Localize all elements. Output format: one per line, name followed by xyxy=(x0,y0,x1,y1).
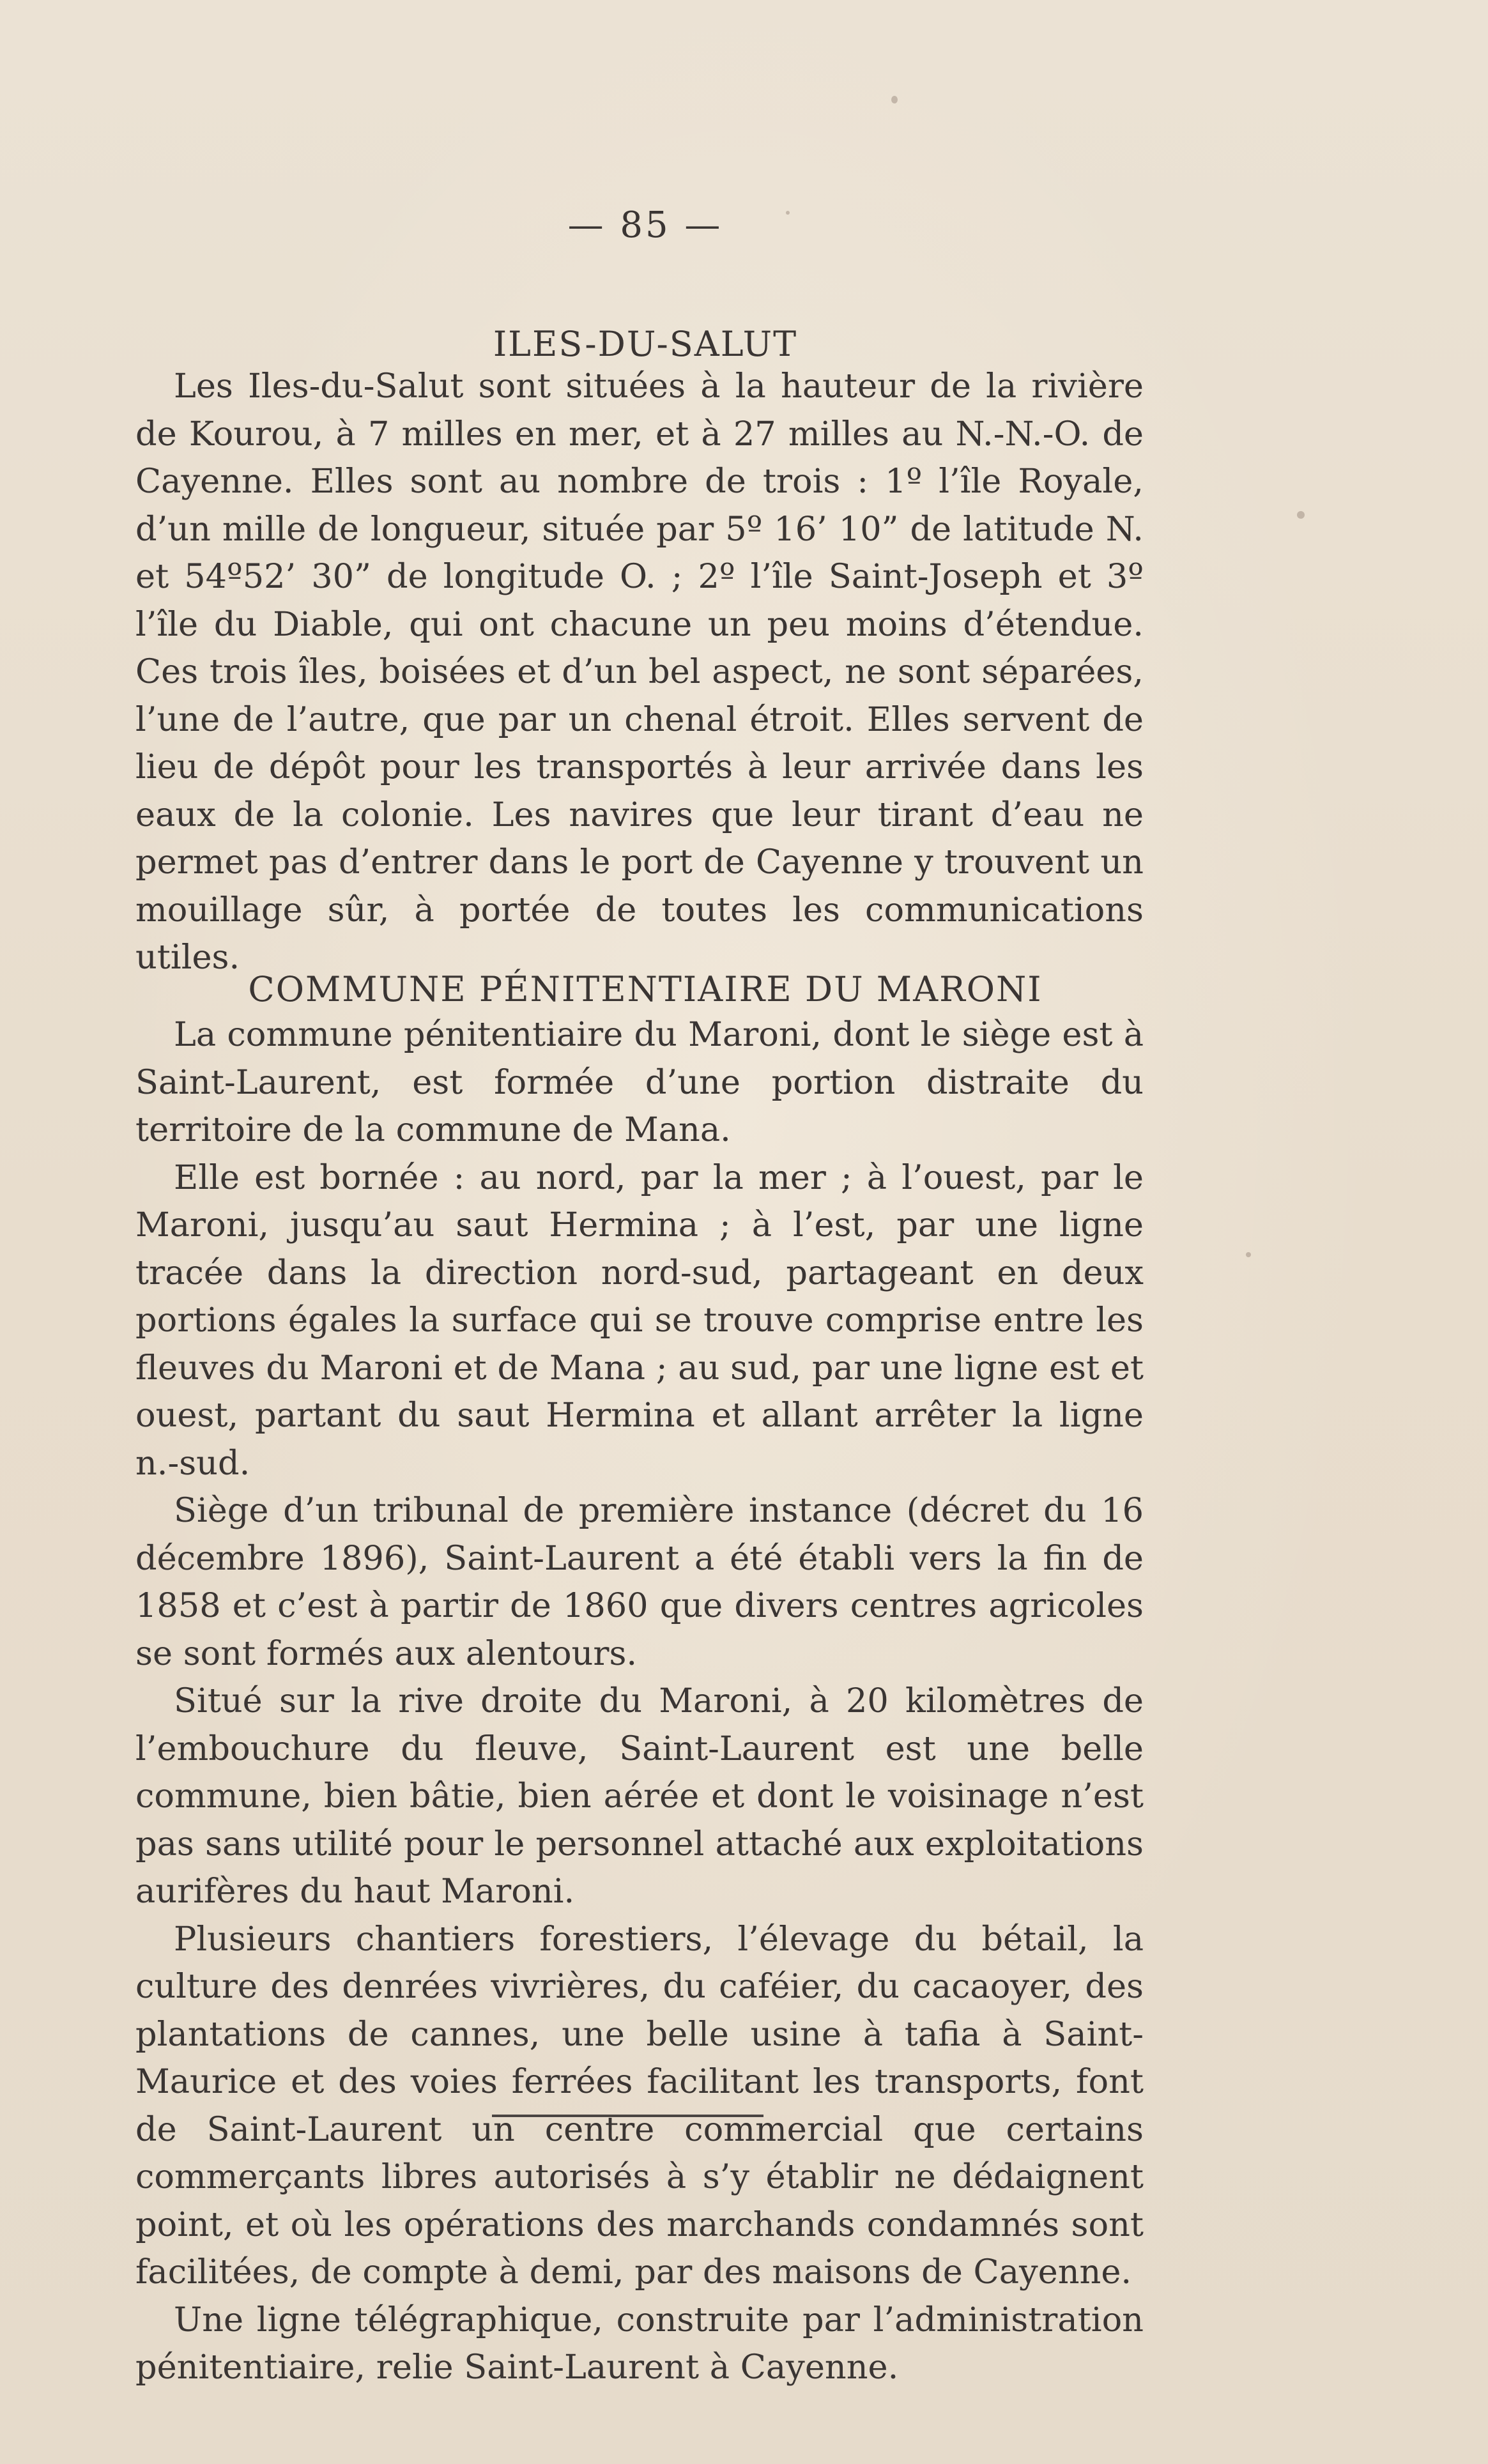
paragraph: Situé sur la rive droite du Maroni, à 20 kilomètres de l’embouchure du fleuve, Saint-Laurent est une belle commune, bien bâtie, bien aérée et dont le voisinage n’est pas sans utilité pour le personnel attaché aux exploitations aurifères du haut Maroni. xyxy=(135,1681,1144,1911)
paper-speck xyxy=(1061,2127,1064,2131)
page-number: — 85 — xyxy=(567,204,723,246)
paragraph: La commune pénitentiaire du Maroni, dont le siège est à Saint-Laurent, est formée d’une portion distraite du territoire de la commune de Mana. xyxy=(135,1015,1144,1149)
closing-rule xyxy=(492,2115,763,2117)
paper-speck xyxy=(891,96,898,103)
section-title-iles-du-salut: ILES-DU-SALUT xyxy=(493,323,798,364)
section-title-commune-penitentiaire: COMMUNE PÉNITENTIAIRE DU MARONI xyxy=(248,968,1043,1009)
paper-speck xyxy=(1297,511,1305,519)
section-body-commune-penitentiaire xyxy=(135,1011,1144,2392)
paragraph: Elle est bornée : au nord, par la mer ; à l’ouest, par le Maroni, jusqu’au saut Hermina ; à l’est, par une ligne tracée dans la direction nord-sud, partageant en deux portions égales la surface qui se trouve comprise entre les fleuves du Maroni et de Mana ; au sud, par une ligne est et ouest, partant du saut Hermina et allant arrêter la ligne n.-sud. xyxy=(135,1158,1144,1483)
section-body-iles-du-salut xyxy=(135,363,1144,982)
paper-speck xyxy=(1246,1252,1251,1257)
paragraph: Les Iles-du-Salut sont situées à la hauteur de la rivière de Kourou, à 7 milles en mer, et à 27 milles au N.-N.-O. de Cayenne. Elles sont au nombre de trois : 1º l’île Royale, d’un mille de longueur, située par 5º 16’ 10” de latitude N. et 54º52’ 30” de longitude O. ; 2º l’île Saint-Joseph et 3º l’île du Diable, qui ont chacune un peu moins d’étendue. Ces trois îles, boisées et d’un bel aspect, ne sont séparées, l’une de l’autre, que par un chenal étroit. Elles servent de lieu de dépôt pour les transportés à leur arrivée dans les eaux de la colonie. Les navires que leur tirant d’eau ne permet pas d’entrer dans le port de Cayenne y trouvent un mouillage sûr, à portée de toutes les communications utiles. xyxy=(135,367,1144,977)
paragraph: Siège d’un tribunal de première instance (décret du 16 décembre 1896), Saint-Laurent a été établi vers la fin de 1858 et c’est à partir de 1860 que divers centres agricoles se sont formés aux alentours. xyxy=(135,1491,1144,1673)
paragraph: Plusieurs chantiers forestiers, l’élevage du bétail, la culture des denrées vivrières, du caféier, du cacaoyer, des plantations de cannes, une belle usine à tafia à Saint-Maurice et des voies ferrées facilitant les transports, font de Saint-Laurent un centre commercial que certains commerçants libres autorisés à s’y établir ne dédaignent point, et où les opérations des marchands condamnés sont facilitées, de compte à demi, par des maisons de Cayenne. xyxy=(135,1919,1144,2292)
paper-speck xyxy=(786,211,790,215)
paragraph: Une ligne télégraphique, construite par l’administration pénitentiaire, relie Saint-Laurent à Cayenne. xyxy=(135,2300,1144,2387)
